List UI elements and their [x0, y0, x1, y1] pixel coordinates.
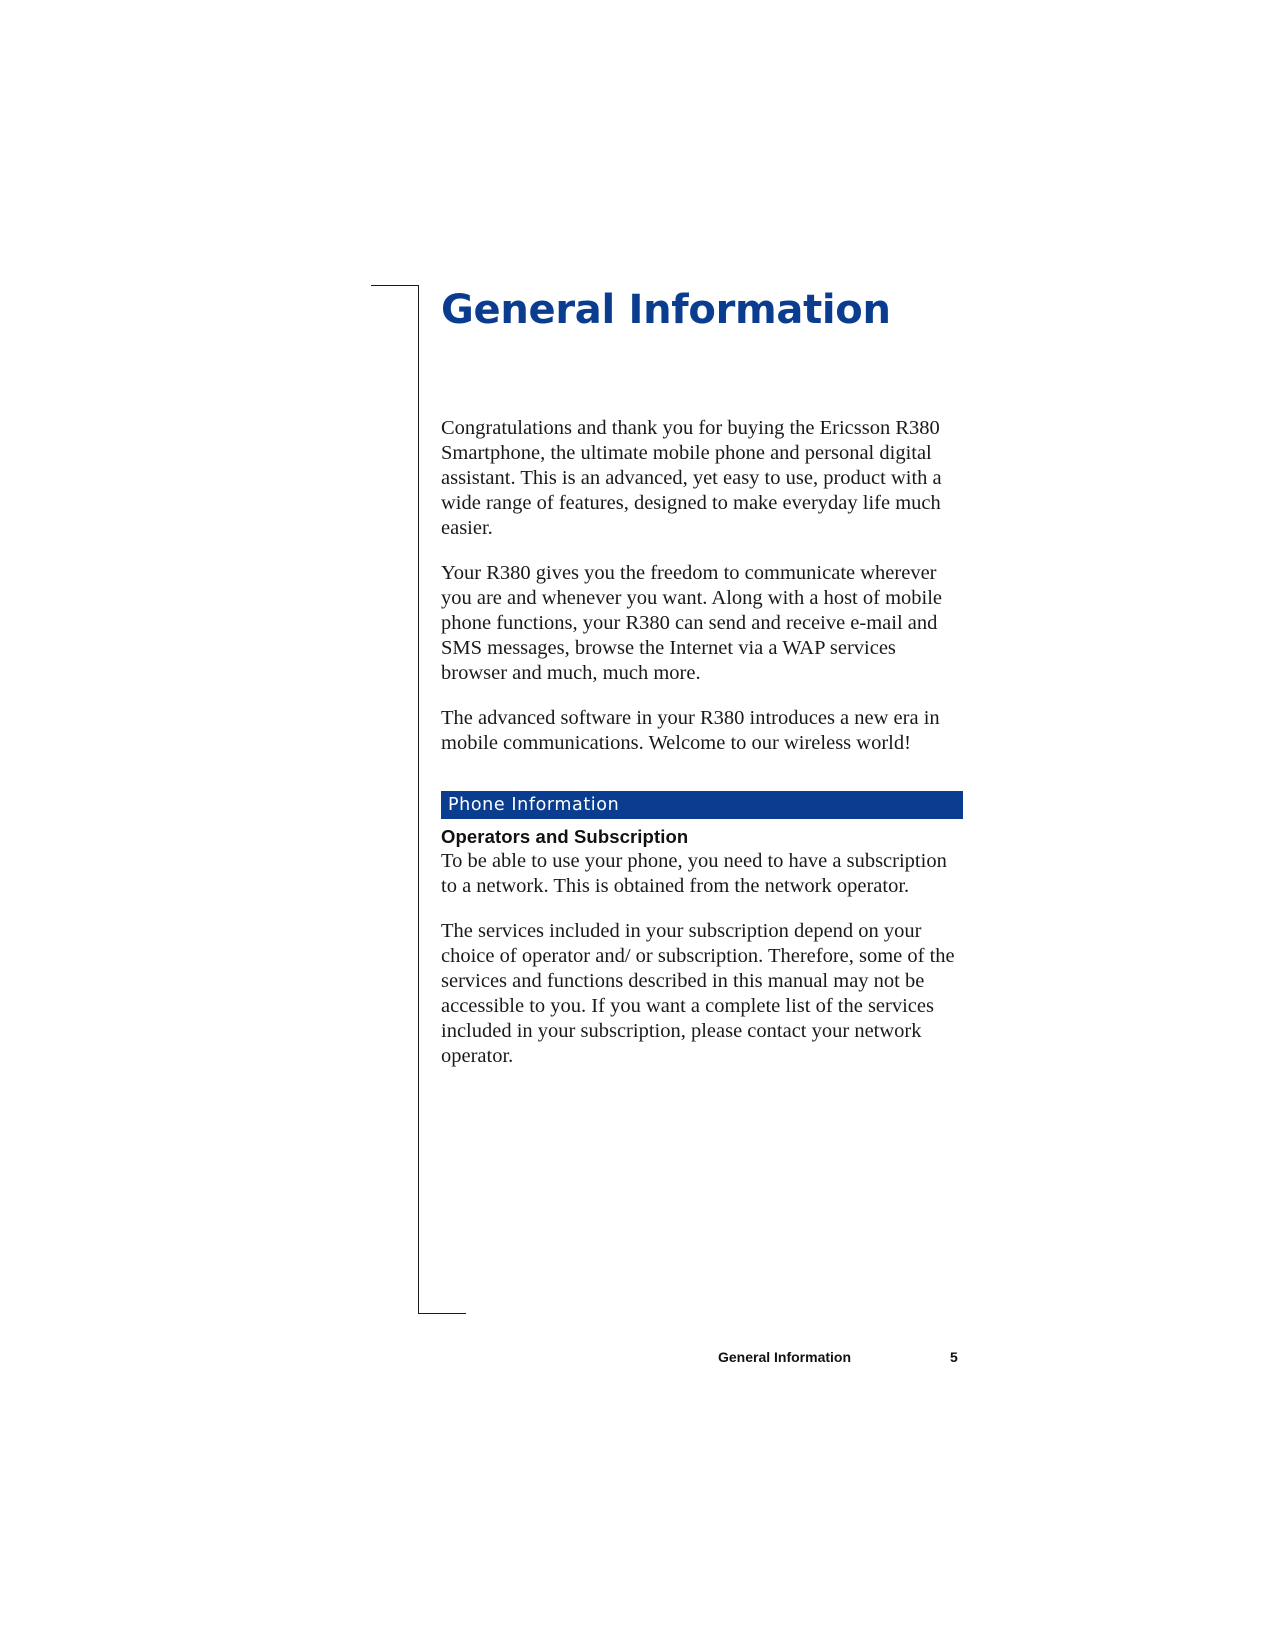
subsection-heading: Operators and Subscription [441, 826, 689, 847]
margin-bracket-top-rule [371, 285, 418, 286]
intro-paragraph-2: Your R380 gives you the freedom to communicate wherever you are and whenever you want. Along with a host of mobile phone functions, your R380 can send and receive e-mail and SMS messages, browse the Internet via a WAP services browser and much, much more. [441, 562, 942, 684]
footer-page-number: 5 [950, 1349, 958, 1365]
margin-bracket-vertical-rule [418, 285, 419, 1313]
section-paragraph-2: The services included in your subscription depend on your choice of operator and/ or subscription. Therefore, some of the services and functions described in this manual may not be accessible to you. If you want a complete list of the services included in your subscription, please contact your network operator. [441, 920, 955, 1067]
section-heading-bar: Phone Information [441, 791, 963, 819]
intro-paragraph-1: Congratulations and thank you for buying the Ericsson R380 Smartphone, the ultimate mobile phone and personal digital assistant. This is an advanced, yet easy to use, product with a wide range of features, designed to make everyday life much easier. [441, 417, 942, 539]
chapter-title: General Information [441, 287, 891, 333]
page-content [441, 416, 963, 1089]
intro-paragraph-3: The advanced software in your R380 introduces a new era in mobile communications. Welcome to our wireless world! [441, 707, 940, 754]
margin-bracket-bottom-rule [418, 1313, 466, 1314]
section-paragraph-1: To be able to use your phone, you need to have a subscription to a network. This is obtained from the network operator. [441, 850, 947, 897]
footer-section-title: General Information [718, 1349, 852, 1365]
